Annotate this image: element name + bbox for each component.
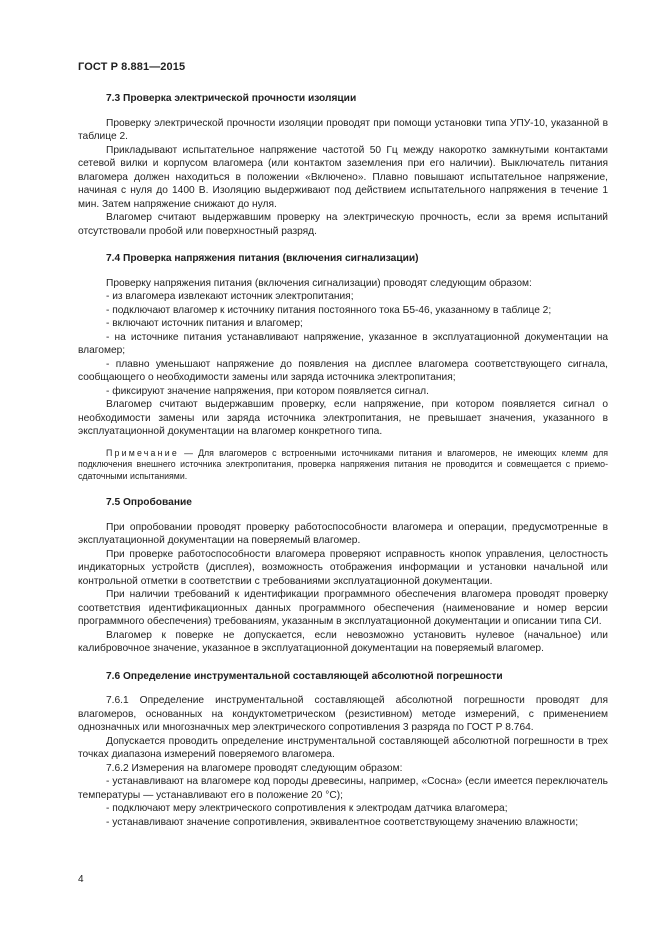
paragraph: Допускается проводить определение инструментальной составляющей абсолютной погрешности в трех точках диапазона измерений поверяемого влагомера.: [78, 735, 608, 760]
section-7-5: [78, 496, 608, 656]
paragraph: Влагомер считают выдержавшим проверку, если напряжение, при котором появляется сигнал о необходимости замены или заряда источника электропитания, не превышает значения, указанного в эксплуатационной документации на влагомер конкретного типа.: [78, 399, 608, 437]
section-title: 7.4 Проверка напряжения питания (включения сигнализации): [106, 253, 419, 264]
paragraph: При опробовании проводят проверку работоспособности влагомера и операции, предусмотренные в эксплуатационной документации на поверяемый влагомер.: [78, 521, 608, 546]
list-item: - плавно уменьшают напряжение до появления на дисплее влагомера соответствующего сигнала, сообщающего о необходимости замены или заряда источника электропитания;: [78, 358, 608, 383]
paragraph: При наличии требований к идентификации программного обеспечения влагомера проводят проверку соответствия идентификационных данных программного обеспечения (наименование и номер версии программного обеспечения) требованиям, указанным в эксплуатационной документации и описании типа СИ.: [78, 589, 608, 627]
paragraph: 7.6.2 Измерения на влагомере проводят следующим образом:: [106, 762, 403, 774]
list-item: - устанавливают на влагомере код породы древесины, например, «Сосна» (если имеется переключатель температуры — устанавливают его в положение 20 °С);: [78, 776, 608, 801]
page-number: 4: [78, 874, 84, 885]
note: [78, 448, 608, 483]
page-content: [78, 92, 608, 843]
paragraph: Прикладывают испытательное напряжение частотой 50 Гц между накоротко замкнутыми контактами сетевой вилки и корпусом влагомера (или контактом заземления при его наличии). Выключатель питания влагомера должен находиться в положении «Включено». Плавно повышают испытательное напряжение, начиная с нуля до 1400 В. Изоляцию выдерживают под действием испытательного напряжения в течение 1 мин. Затем напряжение снижают до нуля.: [78, 144, 608, 210]
note-label: Примечание: [106, 447, 179, 458]
paragraph: 7.6.1 Определение инструментальной составляющей абсолютной погрешности проводят для влагомеров, основанных на кондуктометрическом (резистивном) методе измерений, с применением однозначных или многозначных мер электрического сопротивления 3 разряда по ГОСТ Р 8.764.: [78, 695, 608, 733]
section-title: 7.6 Определение инструментальной составляющей абсолютной погрешности: [106, 670, 503, 682]
paragraph: Влагомер к поверке не допускается, если невозможно установить нулевое (начальное) или калибровочное значение, указанное в эксплуатационной документации на поверяемый влагомер.: [78, 629, 608, 654]
list-item: - фиксируют значение напряжения, при котором появляется сигнал.: [106, 385, 429, 397]
list-item: - из влагомера извлекают источник электропитания;: [106, 291, 354, 302]
section-7-3: [78, 92, 608, 238]
list-item: - устанавливают значение сопротивления, эквивалентное соответствующему значению влажности;: [106, 816, 579, 828]
list-item: - включают источник питания и влагомер;: [106, 318, 303, 329]
paragraph: При проверке работоспособности влагомера проверяют исправность кнопок управления, целостность индикаторных устройств (дисплея), возможность отображения информации и установки начальной или контрольной отметки в соответствии с требованиями эксплуатационной документации.: [78, 548, 608, 587]
section-7-6: [78, 670, 608, 830]
section-title: 7.5 Опробование: [106, 497, 192, 508]
paragraph: Проверку электрической прочности изоляции проводят при помощи установки типа УПУ-10, указанной в таблице 2.: [78, 117, 608, 142]
paragraph: Проверку напряжения питания (включения сигнализации) проводят следующим образом:: [106, 277, 532, 289]
list-item: - на источнике питания устанавливают напряжение, указанное в эксплуатационной документации на влагомер;: [78, 331, 608, 356]
section-title: 7.3 Проверка электрической прочности изоляции: [106, 93, 357, 104]
list-item: - подключают меру электрического сопротивления к электродам датчика влагомера;: [106, 803, 508, 814]
note-text: — Для влагомеров с встроенными источниками питания и влагомеров, не имеющих клемм для подключения внешнего источника электропитания, проверка напряжения питания не проводится и совмещается с приемо-сдаточными испытаниями.: [78, 447, 608, 481]
list-item: - подключают влагомер к источнику питания постоянного тока Б5-46, указанному в таблице 2;: [106, 304, 552, 316]
section-7-4: [78, 252, 608, 482]
document-header: ГОСТ Р 8.881—2015: [78, 61, 186, 73]
paragraph: Влагомер считают выдержавшим проверку на электрическую прочность, если за время испытаний отсутствовали пробой или поверхностный разряд.: [78, 212, 608, 237]
